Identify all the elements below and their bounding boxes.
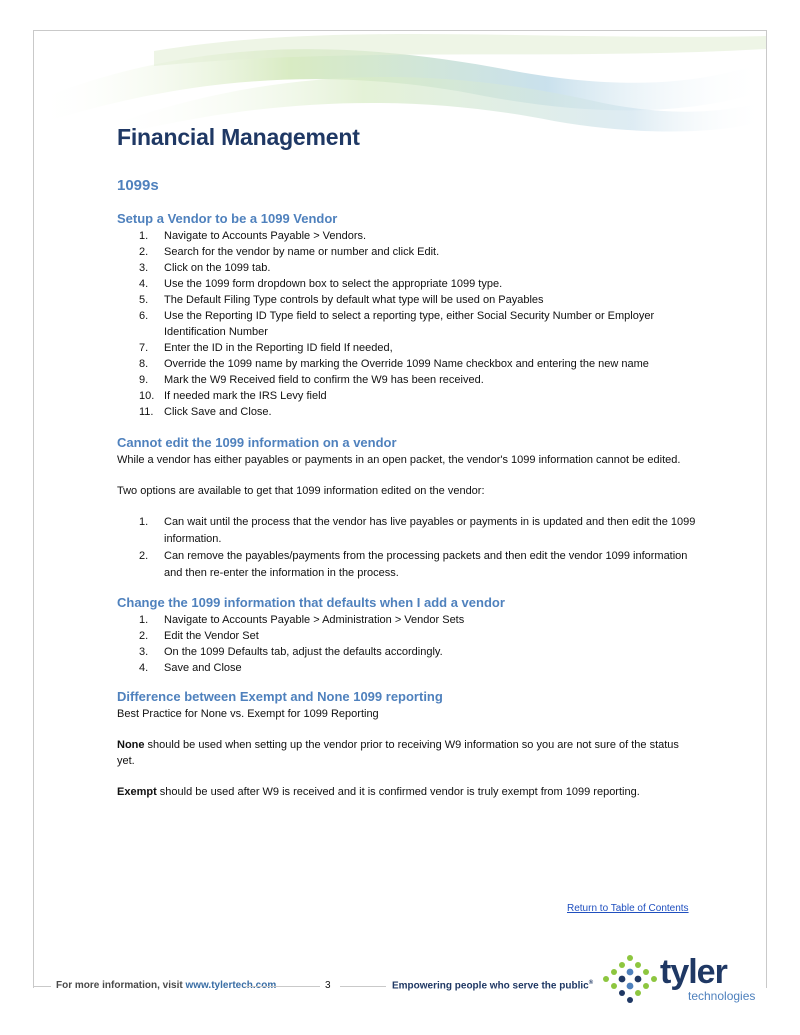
list-item: 3. Click on the 1099 tab. bbox=[139, 262, 271, 274]
list-item: 10. If needed mark the IRS Levy field bbox=[139, 390, 327, 402]
change-defaults-heading: Change the 1099 information that defaults when I add a vendor bbox=[117, 595, 505, 610]
list-item: 3. On the 1099 Defaults tab, adjust the defaults accordingly. bbox=[139, 646, 443, 658]
list-item: 8. Override the 1099 name by marking the Override 1099 Name checkbox and entering the new name bbox=[139, 358, 649, 370]
list-item: 2. Can remove the payables/payments from the processing packets and then edit the vendor 1099 information and then re-enter the information in the process. bbox=[139, 550, 688, 579]
options-list bbox=[117, 514, 697, 582]
exempt-text: should be used after W9 is received and it is confirmed vendor is truly exempt from 1099 reporting. bbox=[156, 786, 640, 798]
return-to-toc-link[interactable]: Return to Table of Contents bbox=[567, 903, 689, 914]
cannot-edit-paragraph: While a vendor has either payables or payments in an open packet, the vendor's 1099 information cannot be edited. bbox=[117, 454, 681, 466]
list-item: 5. The Default Filing Type controls by default what type will be used on Payables bbox=[139, 294, 544, 306]
setup-section bbox=[117, 210, 697, 420]
change-defaults-list bbox=[117, 612, 697, 676]
logo-wordmark: tyler bbox=[660, 953, 727, 991]
options-intro: Two options are available to get that 1099 information edited on the vendor: bbox=[117, 485, 485, 497]
logo-subtitle: technologies bbox=[688, 989, 756, 1003]
difference-section bbox=[117, 688, 697, 800]
cannot-edit-section bbox=[117, 434, 697, 582]
list-item: 9. Mark the W9 Received field to confirm the W9 has been received. bbox=[139, 374, 484, 386]
list-item: 1. Can wait until the process that the vendor has live payables or payments in is updated and then edit the 1099 information. bbox=[139, 516, 696, 545]
document-content bbox=[117, 124, 697, 800]
none-paragraph bbox=[117, 737, 697, 769]
difference-intro: Best Practice for None vs. Exempt for 1099 Reporting bbox=[117, 708, 379, 720]
list-item: 4. Save and Close bbox=[139, 662, 242, 674]
footer-tagline: Empowering people who serve the public® bbox=[392, 980, 594, 992]
footer-divider bbox=[33, 986, 51, 987]
setup-heading: Setup a Vendor to be a 1099 Vendor bbox=[117, 211, 338, 226]
none-term: None bbox=[117, 739, 145, 751]
list-item: 11. Click Save and Close. bbox=[139, 406, 272, 418]
tyler-logo bbox=[602, 953, 756, 1008]
cannot-edit-heading: Cannot edit the 1099 information on a vendor bbox=[117, 435, 397, 450]
page-title: Financial Management bbox=[117, 124, 360, 150]
list-item: 4. Use the 1099 form dropdown box to select the appropriate 1099 type. bbox=[139, 278, 503, 290]
change-defaults-section bbox=[117, 594, 697, 676]
footer-website-link[interactable]: www.tylertech.com bbox=[185, 980, 277, 991]
list-item: 2. Search for the vendor by name or number and click Edit. bbox=[139, 246, 440, 258]
footer-divider bbox=[245, 986, 320, 987]
setup-steps-list bbox=[117, 228, 697, 420]
section-title: 1099s bbox=[117, 177, 159, 194]
list-item: 7. Enter the ID in the Reporting ID field If needed, bbox=[139, 342, 393, 354]
none-text: should be used when setting up the vendor prior to receiving W9 information so you are not sure of the status yet. bbox=[117, 739, 679, 767]
footer-info-prefix: For more information, visit bbox=[56, 980, 186, 991]
exempt-paragraph bbox=[117, 784, 697, 800]
list-item: 1. Navigate to Accounts Payable > Vendors. bbox=[139, 230, 367, 242]
tyler-dots-icon bbox=[602, 953, 658, 1008]
difference-heading: Difference between Exempt and None 1099 reporting bbox=[117, 689, 443, 704]
list-item: 1. Navigate to Accounts Payable > Administration > Vendor Sets bbox=[139, 614, 465, 626]
page-number: 3 bbox=[325, 980, 331, 991]
footer-divider bbox=[340, 986, 386, 987]
list-item: 6. Use the Reporting ID Type field to select a reporting type, either Social Security Number or Employer Identification Number bbox=[139, 310, 655, 338]
list-item: 2. Edit the Vendor Set bbox=[139, 630, 259, 642]
exempt-term: Exempt bbox=[117, 786, 157, 798]
footer-info bbox=[56, 980, 276, 991]
